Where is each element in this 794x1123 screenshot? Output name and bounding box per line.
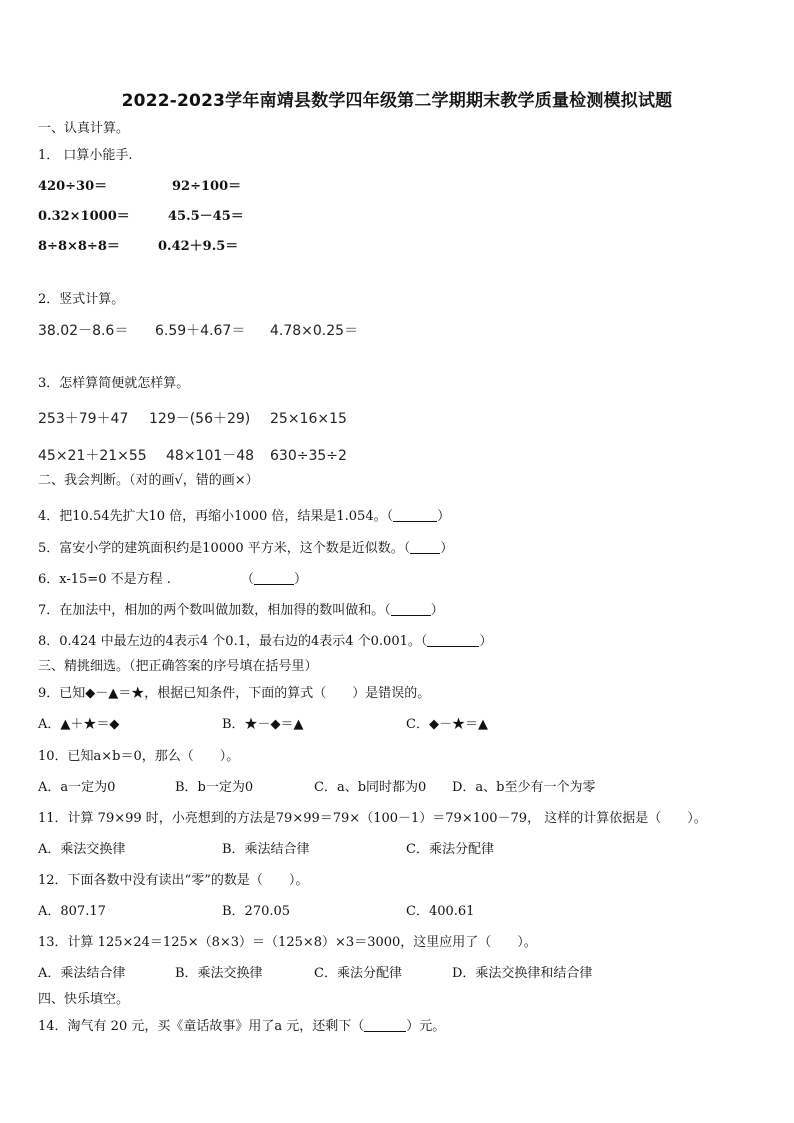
section-2-heading: 二、我会判断。（对的画√，错的画×）: [38, 473, 259, 488]
q6-answer-blank[interactable]: [254, 572, 294, 585]
q1-item-6: 0.42＋9.5＝: [158, 239, 239, 254]
q3-item-5: 48×101－48: [166, 448, 255, 464]
q14-text: 14．淘气有 20 元，买《童话故事》用了a 元，还剩下（: [38, 1019, 365, 1034]
q1-item-3: 0.32×1000＝: [38, 209, 130, 224]
q5-bracket-close: ）: [440, 541, 454, 556]
q7: [38, 602, 444, 620]
q14-bracket-close: ）元。: [406, 1019, 446, 1034]
q10-option-d[interactable]: D．a、b至少有一个为零: [452, 780, 596, 795]
q9-option-b[interactable]: B．★－◆＝▲: [222, 717, 304, 732]
q2-item-1: 38.02－8.6＝: [38, 323, 129, 339]
q1-item-4: 45.5－45＝: [168, 209, 244, 224]
q13-option-d[interactable]: D．乘法交换律和结合律: [452, 966, 593, 981]
q5-answer-blank[interactable]: [410, 541, 440, 554]
q5-text: 5．富安小学的建筑面积约是10000 平方米，这个数是近似数。（: [38, 541, 411, 556]
q6-bracket-close: ）: [294, 572, 308, 587]
q6-bracket-open: （: [241, 572, 255, 587]
q2-item-2: 6.59＋4.67＝: [155, 323, 246, 339]
q13-text: 13．计算 125×24＝125×（8×3）＝（125×8）×3＝3000，这里应用了（ ）。: [38, 935, 537, 950]
q6-text: 6．x-15=0 不是方程 .: [38, 572, 171, 587]
q5: [38, 540, 453, 558]
q1-item-5: 8÷8×8÷8＝: [38, 239, 120, 254]
q1-item-2: 92÷100＝: [172, 179, 242, 194]
q1-item-1: 420÷30＝: [38, 179, 108, 194]
q2-label: 2．竖式计算。: [38, 292, 125, 307]
q3-item-2: 129－(56＋29): [149, 411, 251, 427]
q3-item-1: 253＋79＋47: [38, 411, 129, 427]
q11-option-b[interactable]: B．乘法结合律: [222, 842, 310, 857]
q10-text: 10．已知a×b＝0，那么（ ）。: [38, 749, 240, 764]
q8-bracket-close: ）: [479, 634, 493, 649]
q1-label: 1． 口算小能手.: [38, 148, 133, 163]
q13-option-b[interactable]: B．乘法交换律: [175, 966, 263, 981]
q14-answer-blank[interactable]: [364, 1019, 406, 1032]
q8-answer-blank[interactable]: [427, 634, 479, 647]
q4: [38, 508, 450, 526]
page-title: 2022-2023学年南靖县数学四年级第二学期期末教学质量检测模拟试题: [121, 91, 673, 111]
q12-text: 12．下面各数中没有读出“零”的数是（ ）。: [38, 873, 309, 888]
section-3-heading: 三、精挑细选。（把正确答案的序号填在括号里）: [38, 659, 318, 674]
q12-option-b[interactable]: B．270.05: [222, 904, 291, 919]
q9-text: 9．已知◆－▲＝★，根据已知条件，下面的算式（ ）是错误的。: [38, 686, 431, 701]
q4-answer-blank[interactable]: [393, 509, 437, 522]
q7-text: 7．在加法中，相加的两个数叫做加数，相加得的数叫做和。（: [38, 603, 391, 618]
q4-bracket-close: ）: [437, 509, 451, 524]
q10-option-b[interactable]: B．b一定为0: [175, 780, 254, 795]
q7-answer-blank[interactable]: [391, 603, 431, 616]
q6-answer: [241, 571, 307, 589]
section-1-heading: 一、认真计算。: [38, 121, 130, 136]
q10-option-a[interactable]: A．a一定为0: [38, 780, 116, 795]
q13-option-a[interactable]: A．乘法结合律: [38, 966, 126, 981]
q9-option-a[interactable]: A．▲＋★＝◆: [38, 717, 120, 732]
section-4-heading: 四、快乐填空。: [38, 992, 130, 1007]
q14: [38, 1018, 445, 1036]
q9-option-c[interactable]: C．◆－★＝▲: [406, 717, 488, 732]
q7-bracket-close: ）: [430, 603, 444, 618]
q11-text: 11．计算 79×99 时，小亮想到的方法是79×99＝79×（100－1）＝79×100－79， 这样的计算依据是（ ）。: [38, 811, 707, 826]
q8: [38, 633, 492, 651]
q3-item-4: 45×21＋21×55: [38, 448, 147, 464]
q2-item-3: 4.78×0.25＝: [270, 323, 359, 339]
q13-option-c[interactable]: C．乘法分配律: [314, 966, 402, 981]
q11-option-a[interactable]: A．乘法交换律: [38, 842, 126, 857]
q3-item-3: 25×16×15: [270, 411, 347, 427]
q12-option-a[interactable]: A．807.17: [38, 904, 106, 919]
q8-text: 8．0.424 中最左边的4表示4 个0.1，最右边的4表示4 个0.001。（: [38, 634, 428, 649]
q3-label: 3．怎样算简便就怎样算。: [38, 376, 190, 391]
q3-item-6: 630÷35÷2: [270, 448, 347, 464]
q4-text: 4．把10.54先扩大10 倍，再缩小1000 倍，结果是1.054。（: [38, 509, 394, 524]
q12-option-c[interactable]: C．400.61: [406, 904, 475, 919]
q10-option-c[interactable]: C．a、b同时都为0: [314, 780, 427, 795]
q6: [38, 571, 171, 589]
q11-option-c[interactable]: C．乘法分配律: [406, 842, 494, 857]
